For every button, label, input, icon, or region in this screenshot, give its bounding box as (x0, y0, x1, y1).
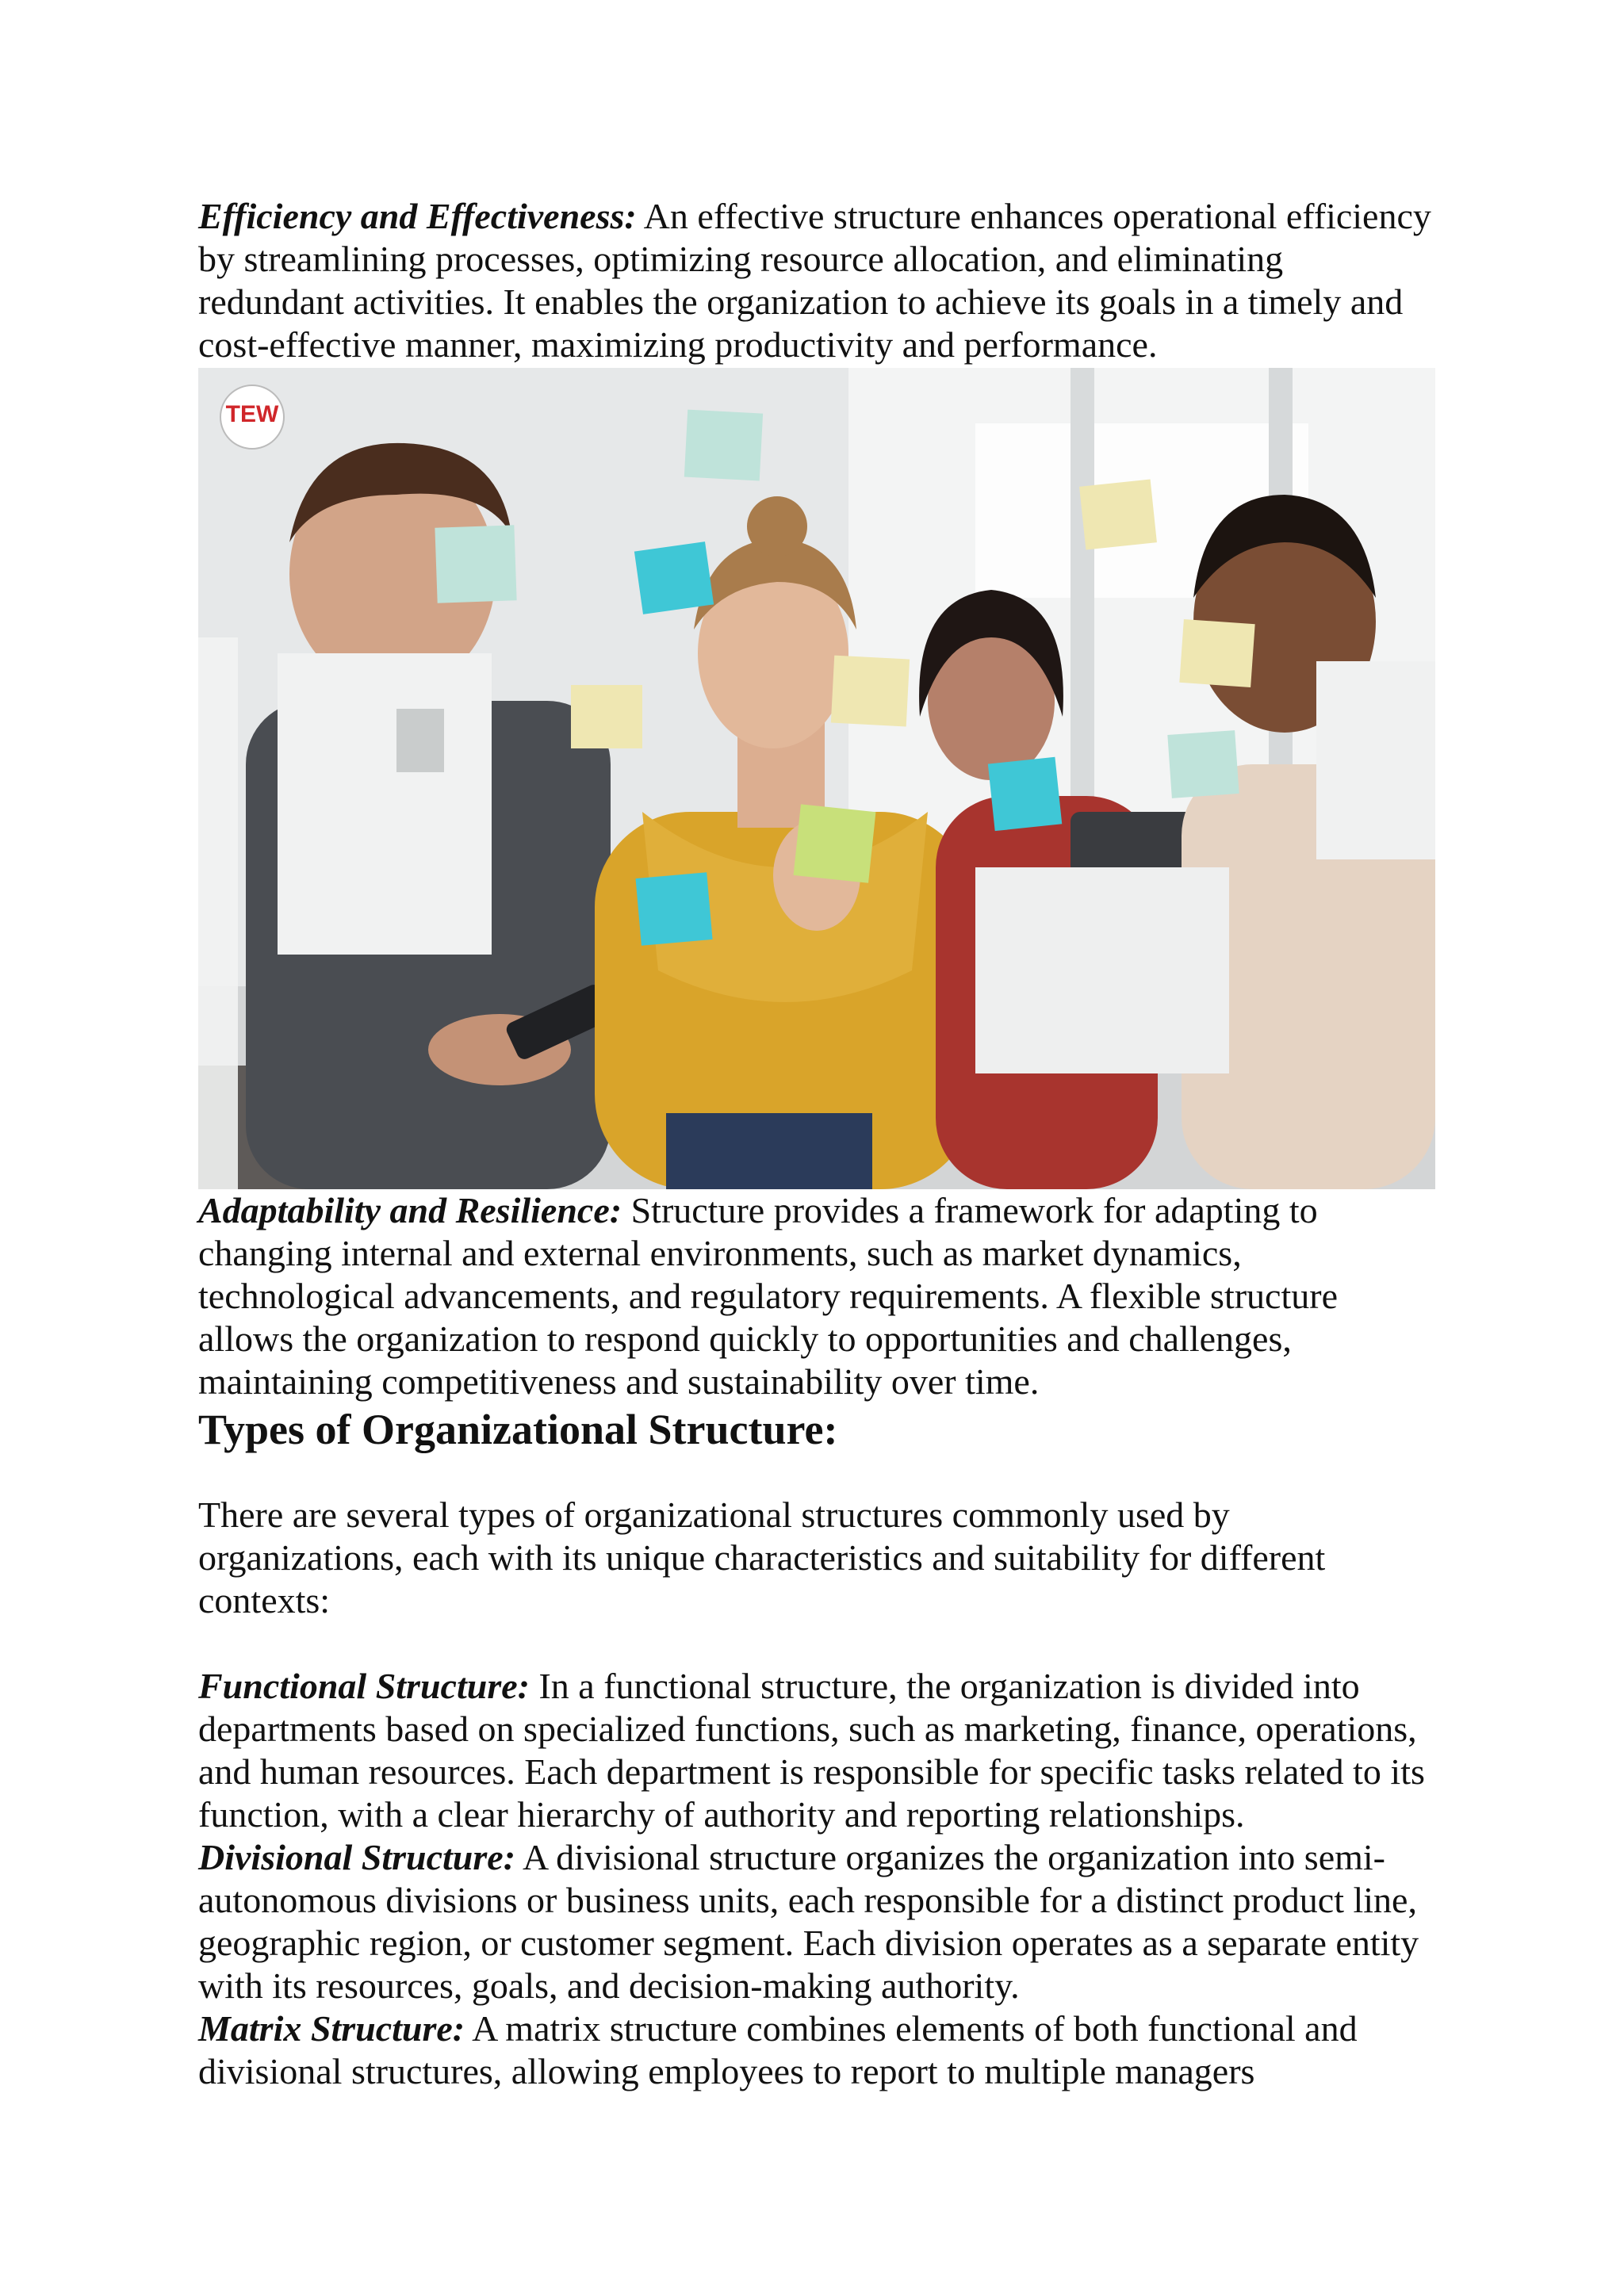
document-page (198, 195, 1435, 2093)
section-heading: Types of Organizational Structure: (198, 1406, 838, 1453)
paragraph-lead: Divisional Structure: (198, 1837, 516, 1877)
paragraph-body: An effective structure enhances operational efficiency by streamlining processes, optimizing resource allocation, and eliminating redundant activities. It enables the organization to achieve its goals in a timely and cost-effective manner, maximizing productivity and performance. (198, 196, 1431, 365)
tew-logo: TEW (225, 401, 279, 427)
paragraph-matrix (198, 2007, 1435, 2093)
paragraph-divisional (198, 1836, 1435, 2007)
paragraph-types-intro: There are several types of organizational structures commonly used by organizations, each with its unique characteristics and suitability for different contexts: (198, 1494, 1326, 1621)
paragraph-body: A matrix structure combines elements of both functional and divisional structures, allowing employees to report to multiple managers (198, 2008, 1358, 2091)
paragraph-lead: Efficiency and Effectiveness: (198, 196, 637, 236)
paragraph-body: A divisional structure organizes the organization into semi-autonomous divisions or business units, each responsible for a distinct product line, geographic region, or customer segment. Each division operates as a separate entity with its resources, goals, and decision-making authority. (198, 1837, 1419, 2006)
paragraph-lead: Adaptability and Resilience: (198, 1190, 622, 1230)
paragraph-body: Structure provides a framework for adapting to changing internal and external environments, such as market dynamics, technological advancements, and regulatory requirements. A flexible structure allows the organization to respond quickly to opportunities and challenges, maintaining competitiveness and sustainability over time. (198, 1190, 1338, 1402)
team-sticky-notes-photo (198, 368, 1435, 1189)
paragraph-functional (198, 1665, 1435, 1836)
paragraph-body: In a functional structure, the organization is divided into departments based on specialized functions, such as marketing, finance, operations, and human resources. Each department is responsible for specific tasks related to its function, with a clear hierarchy of authority and reporting relationships. (198, 1666, 1425, 1835)
paragraph-lead: Functional Structure: (198, 1666, 530, 1706)
paragraph-adaptability (198, 1189, 1435, 1403)
paragraph-lead: Matrix Structure: (198, 2008, 465, 2049)
paragraph-efficiency (198, 195, 1435, 366)
